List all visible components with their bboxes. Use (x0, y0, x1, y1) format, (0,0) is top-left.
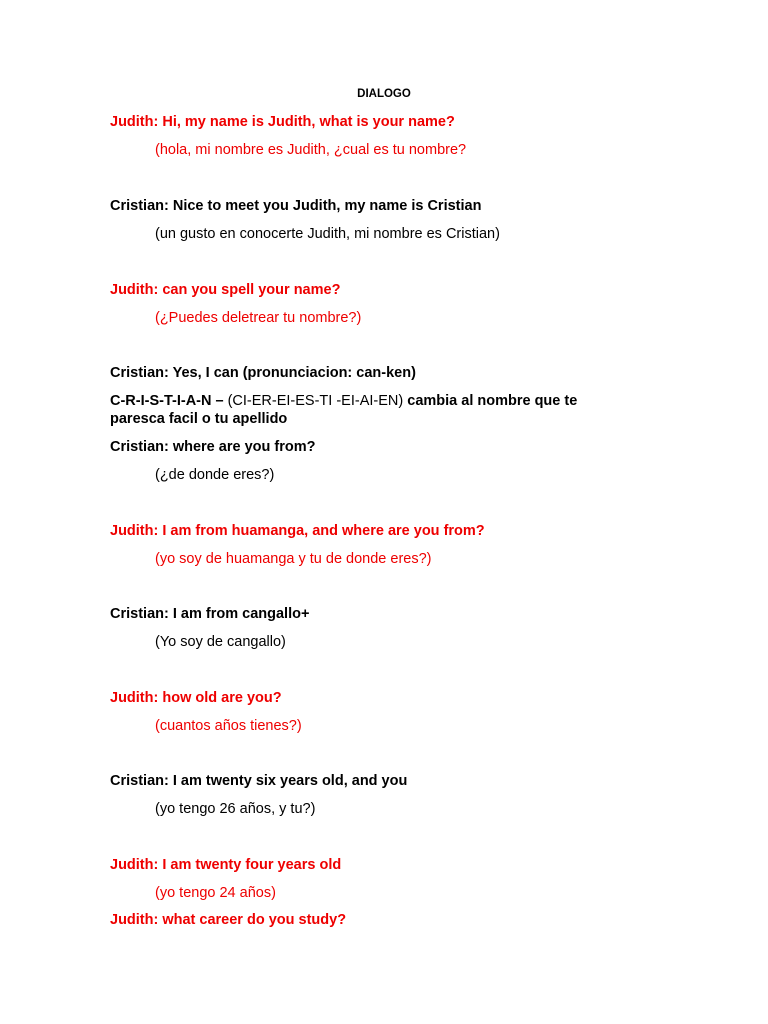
cristian-line-greeting: Cristian: Nice to meet you Judith, my name is Cristian (110, 198, 482, 214)
judith-translation-spell: (¿Puedes deletrear tu nombre?) (155, 310, 362, 326)
cristian-line-age: Cristian: I am twenty six years old, and you (110, 773, 408, 789)
judith-line-age: Judith: how old are you? (110, 690, 282, 706)
cristian-translation-greeting: (un gusto en conocerte Judith, mi nombre es Cristian) (155, 226, 500, 242)
judith-line-spell: Judith: can you spell your name? (110, 282, 341, 298)
judith-translation-own-age: (yo tengo 24 años) (155, 885, 276, 901)
judith-line-intro: Judith: Hi, my name is Judith, what is your name? (110, 114, 455, 130)
spelling-letters: C-R-I-S-T-I-A-N – (110, 393, 224, 409)
cristian-translation-age: (yo tengo 26 años, y tu?) (155, 801, 316, 817)
cristian-translation-from: (Yo soy de cangallo) (155, 634, 286, 650)
spelling-paragraph (110, 392, 630, 428)
cristian-line-from: Cristian: I am from cangallo+ (110, 606, 310, 622)
judith-translation-intro: (hola, mi nombre es Judith, ¿cual es tu nombre? (155, 142, 467, 158)
cristian-line-where: Cristian: where are you from? (110, 439, 316, 455)
cristian-line-yes: Cristian: Yes, I can (pronunciacion: can-ken) (110, 365, 416, 381)
judith-translation-age: (cuantos años tienes?) (155, 718, 302, 734)
judith-line-from: Judith: I am from huamanga, and where are you from? (110, 523, 485, 539)
cristian-translation-where: (¿de donde eres?) (155, 467, 275, 483)
judith-line-own-age: Judith: I am twenty four years old (110, 857, 342, 873)
judith-translation-from: (yo soy de huamanga y tu de donde eres?) (155, 551, 432, 567)
document-title: DIALOGO (357, 88, 411, 100)
spelling-pronunciation: (CI-ER-EI-ES-TI -EI-AI-EN) (223, 393, 408, 409)
spelling-note: cambia al nombre que te paresca facil o tu apellido (110, 393, 578, 427)
judith-line-career: Judith: what career do you study? (110, 912, 347, 928)
